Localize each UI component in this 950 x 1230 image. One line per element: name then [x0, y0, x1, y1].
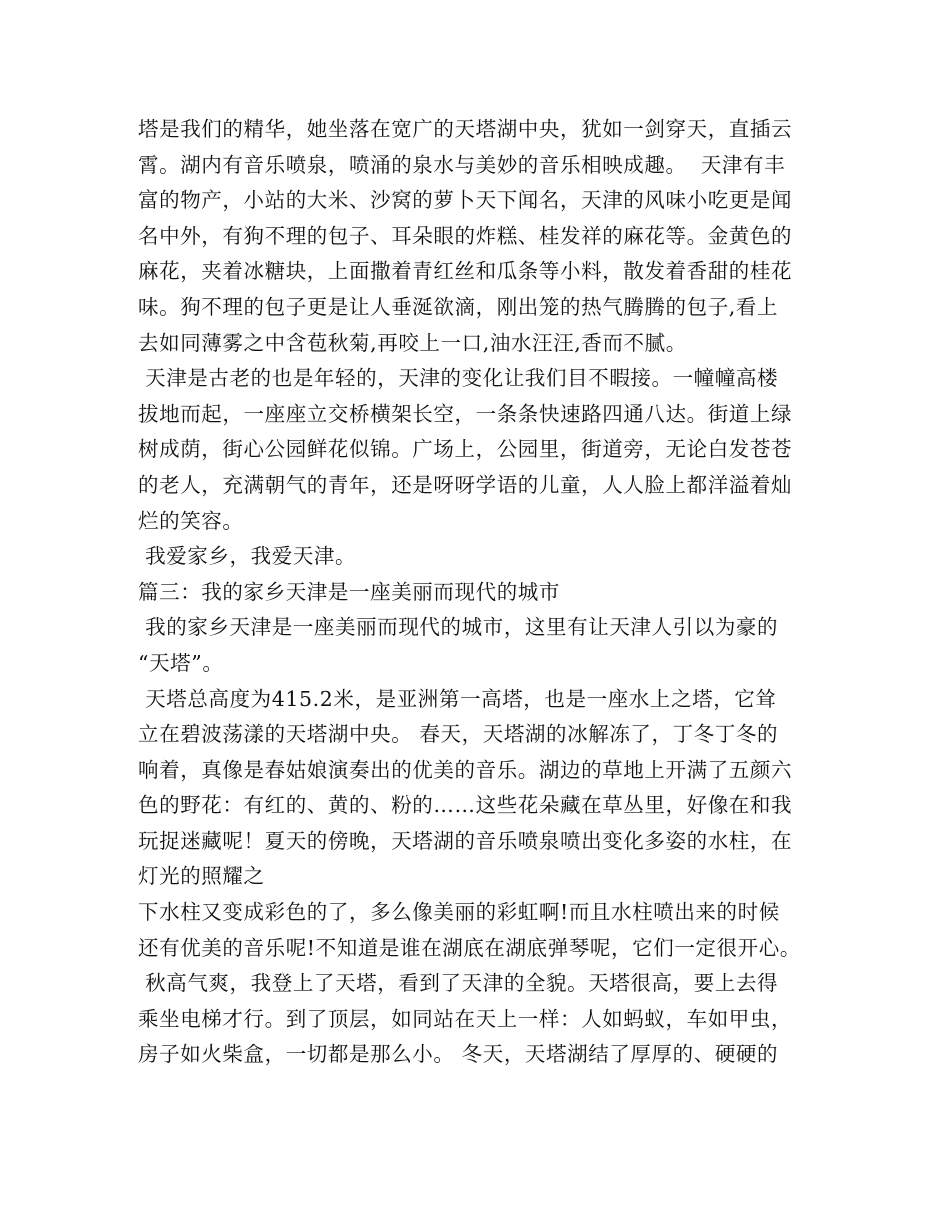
text-line: 玩捉迷藏呢！夏天的傍晚，天塔湖的音乐喷泉喷出变化多姿的水柱，在 — [138, 828, 793, 853]
text-line: 下水柱又变成彩色的了，多么像美丽的彩虹啊!而且水柱喷出来的时候 — [138, 900, 780, 925]
text-line: 秋高气爽，我登上了天塔，看到了天津的全貌。天塔很高，要上去得 — [138, 971, 779, 996]
text-line: 天津是古老的也是年轻的，天津的变化让我们目不暇接。一幢幢高楼 — [138, 366, 779, 391]
text-line: 我的家乡天津是一座美丽而现代的城市，这里有让天津人引以为豪的 — [138, 615, 779, 640]
text-line: 名中外，有狗不理的包子、耳朵眼的炸糕、桂发祥的麻花等。金黄色的 — [138, 223, 793, 248]
text-line: 拔地而起，一座座立交桥横架长空，一条条快速路四通八达。街道上绿 — [138, 401, 793, 426]
text-line: 富的物产，小站的大米、沙窝的萝卜天下闻名，天津的风味小吃更是闻 — [138, 188, 793, 213]
body-text — [138, 112, 828, 1073]
text-line: 味。狗不理的包子更是让人垂涎欲滴，刚出笼的热气腾腾的包子,看上 — [138, 294, 779, 319]
text-line: 树成荫，街心公园鲜花似锦。广场上，公园里，街道旁，无论白发苍苍 — [138, 437, 793, 462]
text-line: 灯光的照耀之 — [138, 864, 265, 889]
text-line: 我爱家乡，我爱天津。 — [138, 544, 357, 569]
text-line: 塔是我们的精华，她坐落在宽广的天塔湖中央，犹如一剑穿天，直插云 — [138, 117, 793, 141]
text-line: 霄。湖内有音乐喷泉，喷涌的泉水与美妙的音乐相映成趣。 天津有丰 — [138, 152, 786, 177]
text-line: 乘坐电梯才行。到了顶层，如同站在天上一样：人如蚂蚁，车如甲虫， — [138, 1006, 793, 1031]
text-line: 还有优美的音乐呢!不知道是谁在湖底在湖底弹琴呢，它们一定很开心。 — [138, 935, 801, 960]
text-line: 去如同薄雾之中含苞秋菊,再咬上一口,油水汪汪,香而不腻。 — [138, 330, 687, 355]
text-line: 响着，真像是春姑娘演奏出的优美的音乐。湖边的草地上开满了五颜六 — [138, 757, 793, 782]
text-line: 麻花，夹着冰糖块，上面撒着青红丝和瓜条等小料，散发着香甜的桂花 — [138, 259, 793, 284]
text-line: 天塔总高度为415.2米，是亚洲第一高塔，也是一座水上之塔，它耸 — [138, 686, 777, 711]
text-line: 的老人，充满朝气的青年，还是呀呀学语的儿童，人人脸上都洋溢着灿 — [138, 472, 793, 497]
section-heading: 篇三：我的家乡天津是一座美丽而现代的城市 — [138, 579, 560, 604]
text-line: 立在碧波荡漾的天塔湖中央。 春天，天塔湖的冰解冻了，丁冬丁冬的 — [138, 722, 779, 747]
text-line: 房子如火柴盒，一切都是那么小。 冬天，天塔湖结了厚厚的、硬硬的 — [138, 1042, 779, 1067]
text-line: 色的野花：有红的、黄的、粉的……这些花朵藏在草丛里，好像在和我 — [138, 793, 793, 818]
text-line: 烂的笑容。 — [138, 508, 244, 533]
text-line: “天塔”。 — [138, 650, 224, 675]
